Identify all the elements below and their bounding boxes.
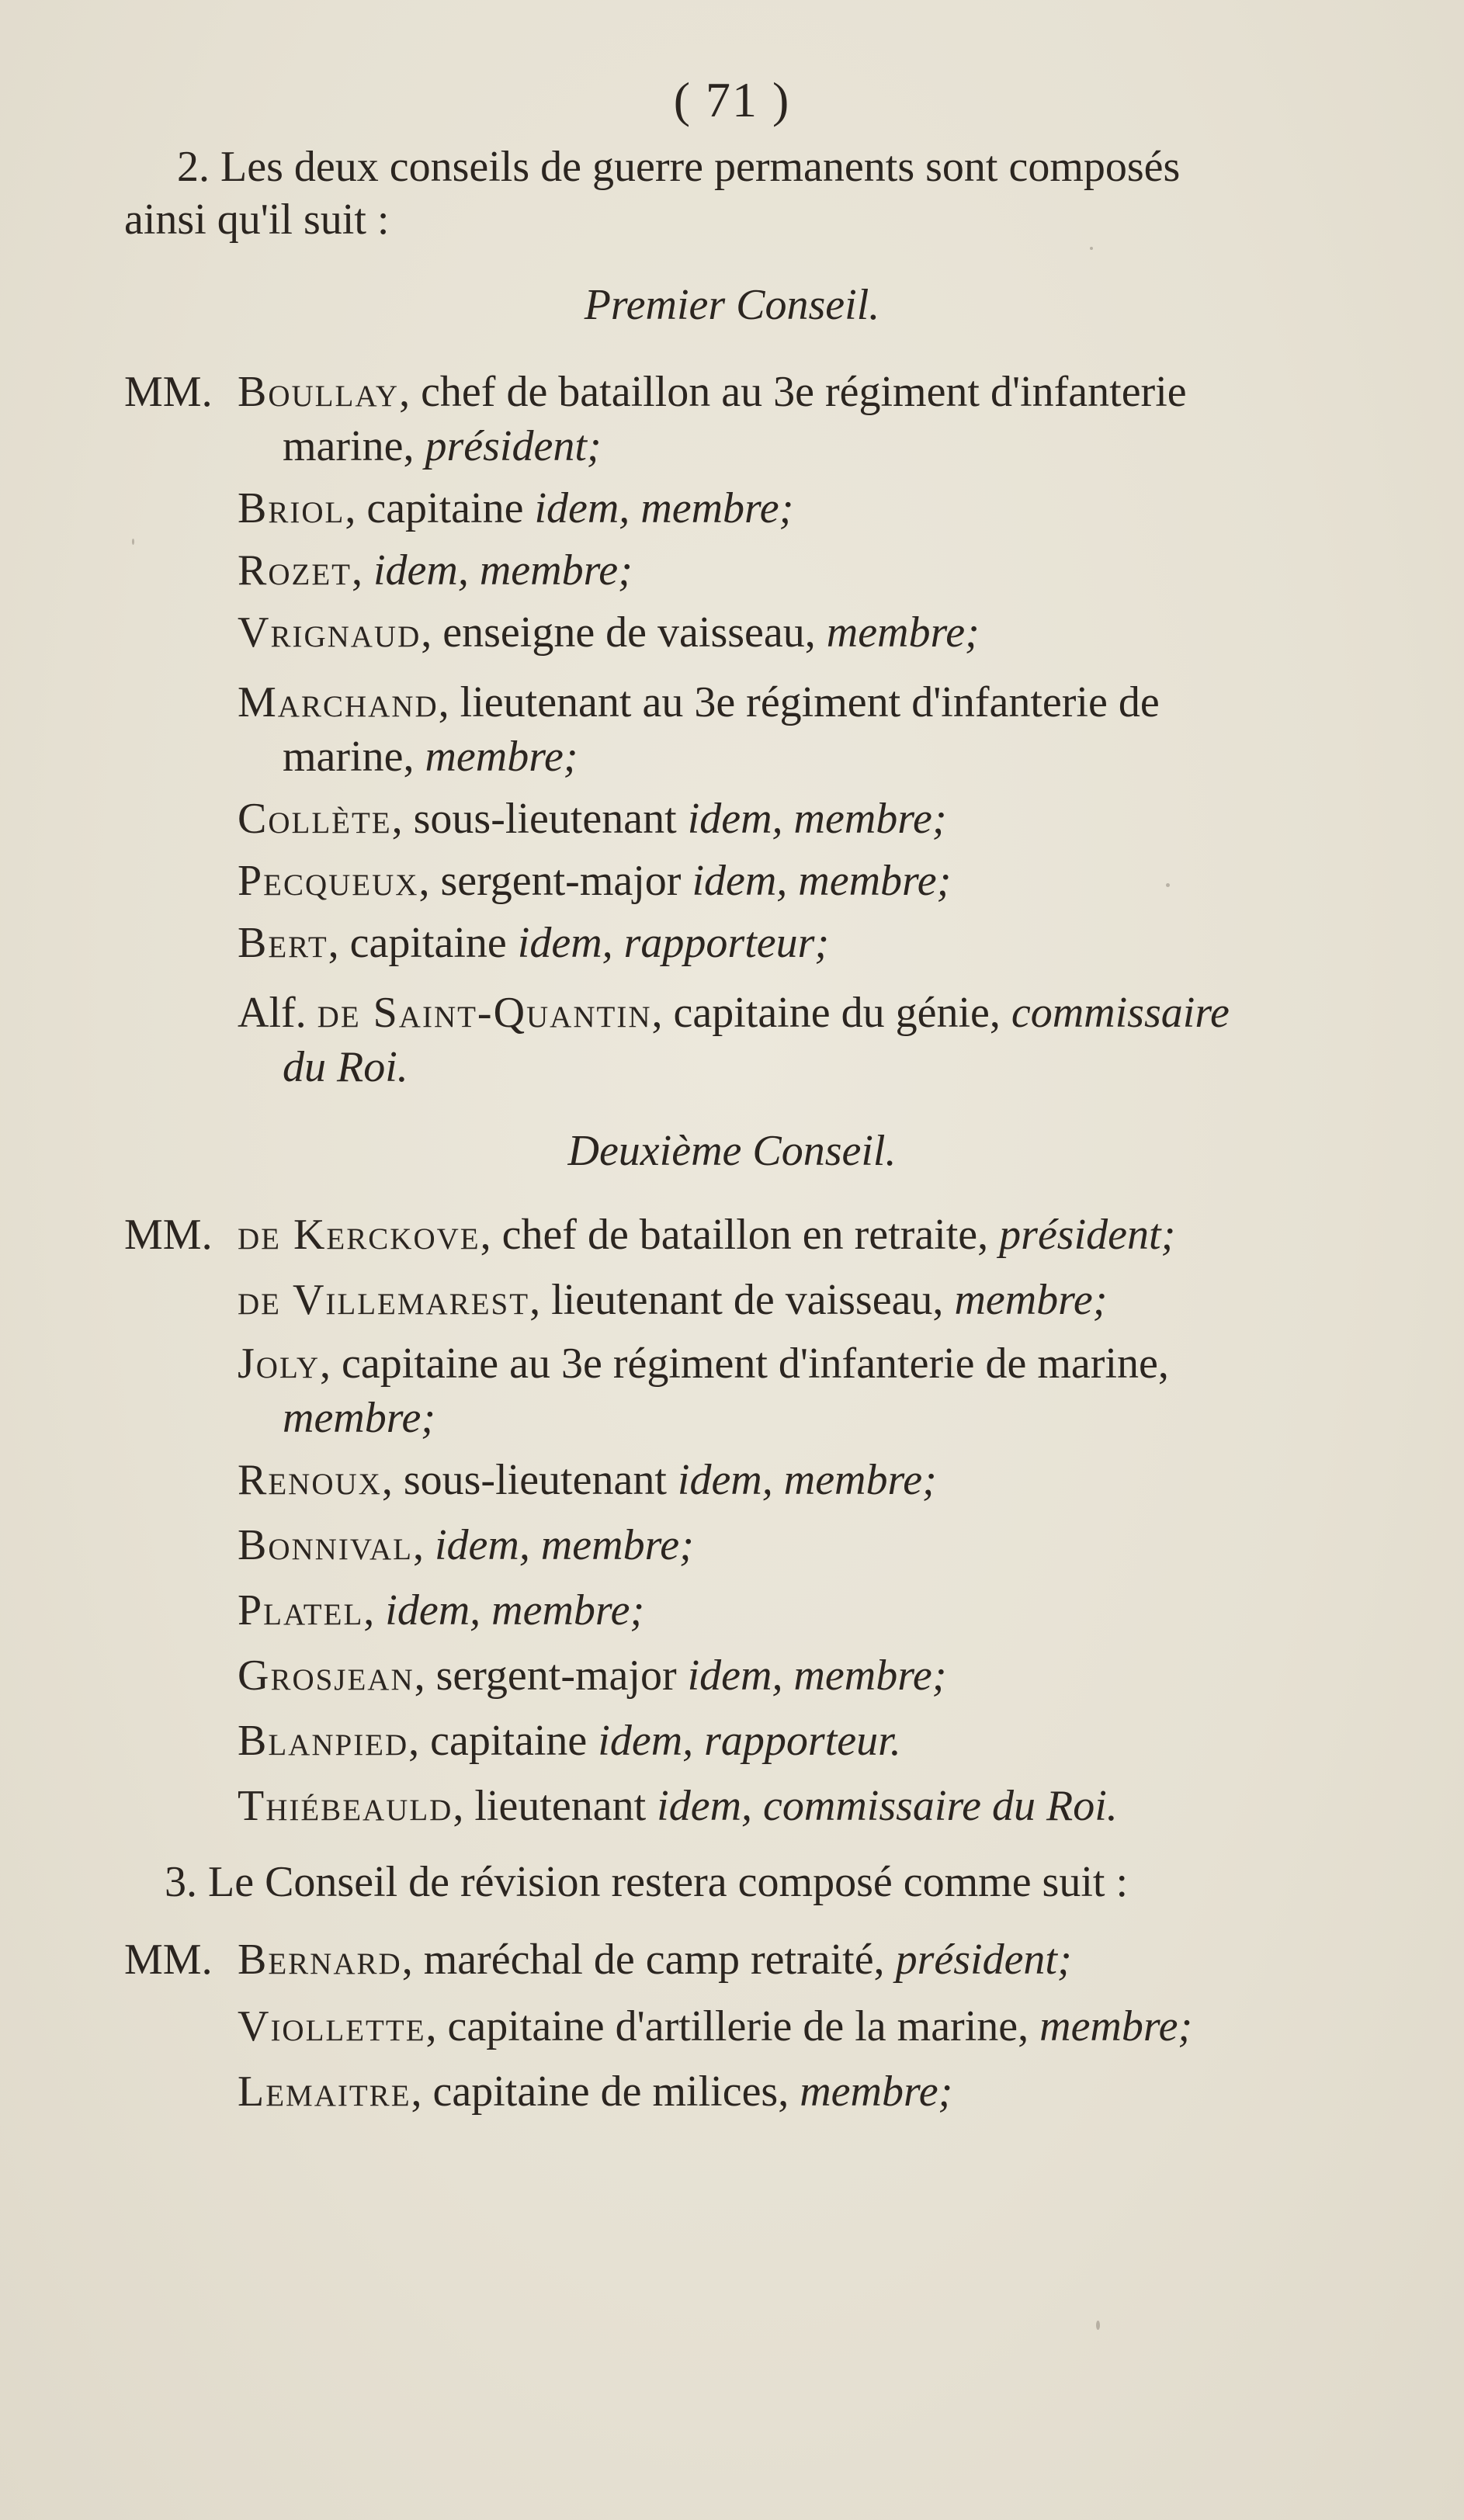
member-text: , capitaine de milices,: [411, 2068, 800, 2116]
member-text: , enseigne de vaisseau,: [421, 608, 827, 657]
member-name: Lemaitre: [238, 2068, 411, 2116]
deuxieme-entry-villemarest: [238, 1273, 1107, 1327]
member-qual: idem,: [434, 1521, 541, 1569]
member-role: membre;: [783, 1456, 937, 1504]
premier-mm: MM.: [124, 368, 213, 416]
premier-entry-vrignaud: [238, 605, 980, 660]
member-role: membre;: [479, 546, 633, 594]
member-qual: idem,: [373, 546, 480, 594]
deuxieme-entry-joly-cont: [283, 1391, 435, 1445]
page-number: ( 71 ): [673, 72, 791, 127]
revision-entry-lemaitre: [238, 2064, 952, 2119]
member-role: commissaire: [1011, 989, 1230, 1037]
member-name: Blanpied: [238, 1717, 409, 1765]
premier-entry-saint-quantin-cont: [283, 1040, 408, 1094]
member-name: Viollette: [238, 2002, 426, 2050]
member-name: de Kerckove: [238, 1211, 480, 1259]
member-text: , maréchal de camp retraité,: [401, 1936, 896, 1984]
member-qual: idem,: [692, 857, 799, 905]
member-text: , lieutenant au 3e régiment d'infanterie de: [438, 678, 1160, 726]
member-text: ,: [412, 1521, 435, 1569]
member-name: Collète: [238, 795, 392, 843]
member-role: membre;: [1039, 2002, 1193, 2050]
member-name: Vrignaud: [238, 608, 422, 657]
paper-speck: [132, 539, 134, 545]
member-name: Pecqueux: [238, 857, 419, 905]
member-name: Platel: [238, 1586, 364, 1634]
intro-line-2: ainsi qu'il suit :: [124, 196, 390, 244]
revision-entry-bernard: [238, 1932, 1072, 1987]
premier-entry-collete: [238, 792, 947, 846]
member-qual: idem,: [517, 919, 624, 967]
member-role: membre;: [491, 1586, 645, 1634]
member-text: marine,: [283, 733, 425, 781]
member-role: du Roi.: [283, 1043, 408, 1091]
member-name: Joly: [238, 1340, 321, 1388]
member-text: , sergent-major: [418, 857, 692, 905]
revision-line: 3. Le Conseil de révision restera composé comme suit :: [165, 1858, 1129, 1906]
member-role: membre;: [283, 1394, 435, 1442]
deuxieme-heading: Deuxième Conseil.: [567, 1127, 897, 1175]
deuxieme-entry-thiebeauld: [238, 1779, 1118, 1833]
deuxieme-entry-blanpied: [238, 1714, 901, 1768]
deuxieme-entry-joly: [238, 1336, 1169, 1391]
member-qual: idem,: [657, 1782, 764, 1830]
member-text: , lieutenant de vaisseau,: [529, 1276, 955, 1324]
member-qual: idem,: [385, 1586, 492, 1634]
premier-entry-briol: [238, 481, 793, 536]
member-text: , chef de bataillon en retraite,: [480, 1211, 1000, 1259]
deuxieme-entry-renoux: [238, 1453, 937, 1507]
member-text: , sous-lieutenant: [391, 795, 688, 843]
member-text: , capitaine: [328, 919, 518, 967]
member-role: membre;: [800, 2068, 953, 2116]
member-role: président;: [999, 1211, 1176, 1259]
member-text: , sergent-major: [414, 1652, 688, 1700]
premier-entry-pecqueux: [238, 854, 951, 908]
member-text: marine,: [283, 422, 425, 470]
paper-speck: [1096, 2321, 1100, 2330]
member-name: Boullay: [238, 368, 400, 416]
deuxieme-entry-platel: [238, 1583, 644, 1638]
member-role: rapporteur;: [623, 919, 830, 967]
member-role: rapporteur.: [704, 1717, 901, 1765]
member-name: Rozet: [238, 546, 352, 594]
member-role: membre;: [793, 1652, 947, 1700]
member-text: , capitaine: [345, 484, 535, 532]
member-prefix: Alf.: [238, 989, 317, 1037]
member-qual: idem,: [598, 1717, 705, 1765]
revision-mm: MM.: [124, 1936, 213, 1984]
member-qual: idem,: [687, 795, 794, 843]
member-role: membre;: [798, 857, 952, 905]
member-text: , capitaine d'artillerie de la marine,: [425, 2002, 1040, 2050]
member-qual: idem,: [534, 484, 641, 532]
member-text: , capitaine: [408, 1717, 598, 1765]
member-name: Grosjean: [238, 1652, 415, 1700]
premier-entry-rozet: [238, 543, 633, 598]
premier-entry-saint-quantin: [238, 986, 1230, 1040]
deuxieme-entry-kerckove: [238, 1208, 1175, 1262]
member-name: Bert: [238, 919, 328, 967]
member-role: commissaire du Roi.: [763, 1782, 1118, 1830]
member-qual: idem,: [687, 1652, 794, 1700]
member-text: , sous-lieutenant: [381, 1456, 678, 1504]
premier-entry-marchand-cont: [283, 730, 578, 784]
deuxieme-entry-bonnival: [238, 1518, 694, 1572]
revision-entry-viollette: [238, 1999, 1192, 2054]
member-role: membre;: [540, 1521, 694, 1569]
member-role: président;: [425, 422, 602, 470]
paper-speck: [1166, 883, 1170, 887]
member-role: président;: [895, 1936, 1072, 1984]
member-qual: idem,: [677, 1456, 784, 1504]
member-role: membre;: [793, 795, 947, 843]
member-role: membre;: [425, 733, 578, 781]
paper-speck: [1090, 247, 1093, 250]
member-name: Briol: [238, 484, 345, 532]
member-role: membre;: [826, 608, 980, 657]
member-text: ,: [363, 1586, 386, 1634]
member-text: , lieutenant: [453, 1782, 657, 1830]
member-name: de Villemarest: [238, 1276, 530, 1324]
member-role: membre;: [954, 1276, 1108, 1324]
premier-entry-boullay: [238, 365, 1187, 419]
member-name: de Saint-Quantin: [317, 989, 652, 1037]
member-name: Renoux: [238, 1456, 382, 1504]
member-name: Marchand: [238, 678, 439, 726]
member-text: , capitaine du génie,: [651, 989, 1011, 1037]
member-text: , chef de bataillon au 3e régiment d'infanterie: [399, 368, 1187, 416]
deuxieme-entry-grosjean: [238, 1648, 946, 1703]
premier-entry-marchand: [238, 675, 1160, 730]
member-text: , capitaine au 3e régiment d'infanterie de marine,: [320, 1340, 1169, 1388]
deuxieme-mm: MM.: [124, 1211, 213, 1259]
member-role: membre;: [640, 484, 794, 532]
premier-heading: Premier Conseil.: [584, 281, 880, 329]
member-name: Thiébeauld: [238, 1782, 453, 1830]
premier-entry-boullay-cont: [283, 419, 602, 473]
member-name: Bernard: [238, 1936, 402, 1984]
premier-entry-bert: [238, 916, 829, 970]
intro-line-1: 2. Les deux conseils de guerre permanents sont composés: [177, 143, 1181, 191]
member-name: Bonnival: [238, 1521, 413, 1569]
member-text: ,: [351, 546, 373, 594]
